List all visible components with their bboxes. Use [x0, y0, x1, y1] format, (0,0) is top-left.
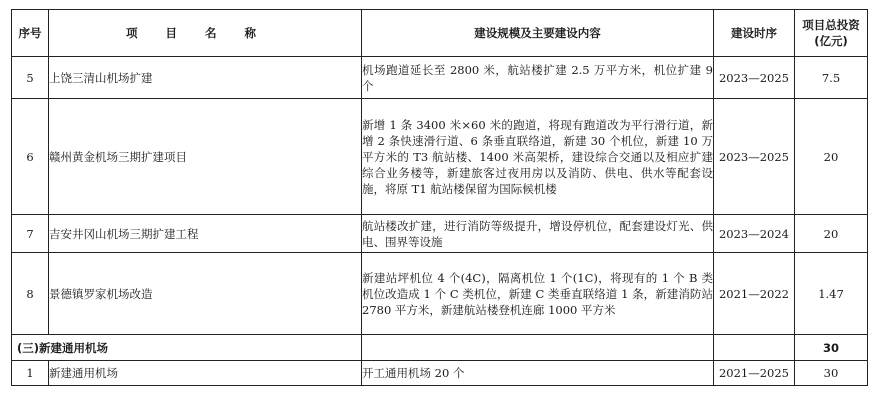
header-investment-line1: 项目总投资 — [802, 18, 860, 32]
header-no: 序号 — [12, 10, 49, 57]
section-content-empty — [362, 335, 714, 361]
header-investment-line2: (亿元) — [814, 34, 848, 48]
section-label: (三)新建通用机场 — [12, 335, 362, 361]
section-row — [12, 335, 868, 361]
row-period: 2023—2025 — [714, 57, 795, 99]
row-no: 1 — [12, 361, 49, 386]
row-no: 7 — [12, 215, 49, 253]
row-investment: 7.5 — [795, 57, 868, 99]
row-content: 新建站坪机位 4 个(4C)，隔离机位 1 个(1C)，将现有的 1 个 B 类机位改造成 1 个 C 类机位，新建 C 类垂直联络道 1 条，新建消防站 2780 平方米，新建航站楼登机连廊 1000 平方米 — [362, 253, 714, 335]
row-name: 新建通用机场 — [49, 361, 362, 386]
header-content: 建设规模及主要建设内容 — [362, 10, 714, 57]
row-investment: 30 — [795, 361, 868, 386]
table-row — [12, 99, 868, 215]
row-name: 上饶三清山机场扩建 — [49, 57, 362, 99]
table-row — [12, 361, 868, 386]
project-table — [11, 9, 868, 386]
section-period-empty — [714, 335, 795, 361]
table-row — [12, 215, 868, 253]
header-period: 建设时序 — [714, 10, 795, 57]
row-period: 2023—2024 — [714, 215, 795, 253]
row-content: 开工通用机场 20 个 — [362, 361, 714, 386]
header-name: 项目名称 — [49, 10, 362, 57]
section-investment: 30 — [795, 335, 868, 361]
row-name: 景德镇罗家机场改造 — [49, 253, 362, 335]
row-no: 6 — [12, 99, 49, 215]
table-row — [12, 253, 868, 335]
row-content: 航站楼改扩建，进行消防等级提升，增设停机位，配套建设灯光、供电、围界等设施 — [362, 215, 714, 253]
row-content: 机场跑道延长至 2800 米，航站楼扩建 2.5 万平方米，机位扩建 9 个 — [362, 57, 714, 99]
row-no: 5 — [12, 57, 49, 99]
row-investment: 1.47 — [795, 253, 868, 335]
header-investment — [795, 10, 868, 57]
row-investment: 20 — [795, 215, 868, 253]
row-period: 2023—2025 — [714, 99, 795, 215]
row-content: 新增 1 条 3400 米×60 米的跑道，将现有跑道改为平行滑行道，新增 2 条快速滑行道、6 条垂直联络道，新建 30 个机位，新建 10 万平方米的 T3 航站楼、1400 米高架桥，建设综合交通以及相应扩建综合业务楼等，新建旅客过夜用房以及消防、供电、供水等配套设施，将原 T1 航站楼保留为国际候机楼 — [362, 99, 714, 215]
row-name: 赣州黄金机场三期扩建项目 — [49, 99, 362, 215]
table-header-row — [12, 10, 868, 57]
table-row — [12, 57, 868, 99]
row-period: 2021—2022 — [714, 253, 795, 335]
row-period: 2021—2025 — [714, 361, 795, 386]
row-name: 吉安井冈山机场三期扩建工程 — [49, 215, 362, 253]
row-investment: 20 — [795, 99, 868, 215]
row-no: 8 — [12, 253, 49, 335]
